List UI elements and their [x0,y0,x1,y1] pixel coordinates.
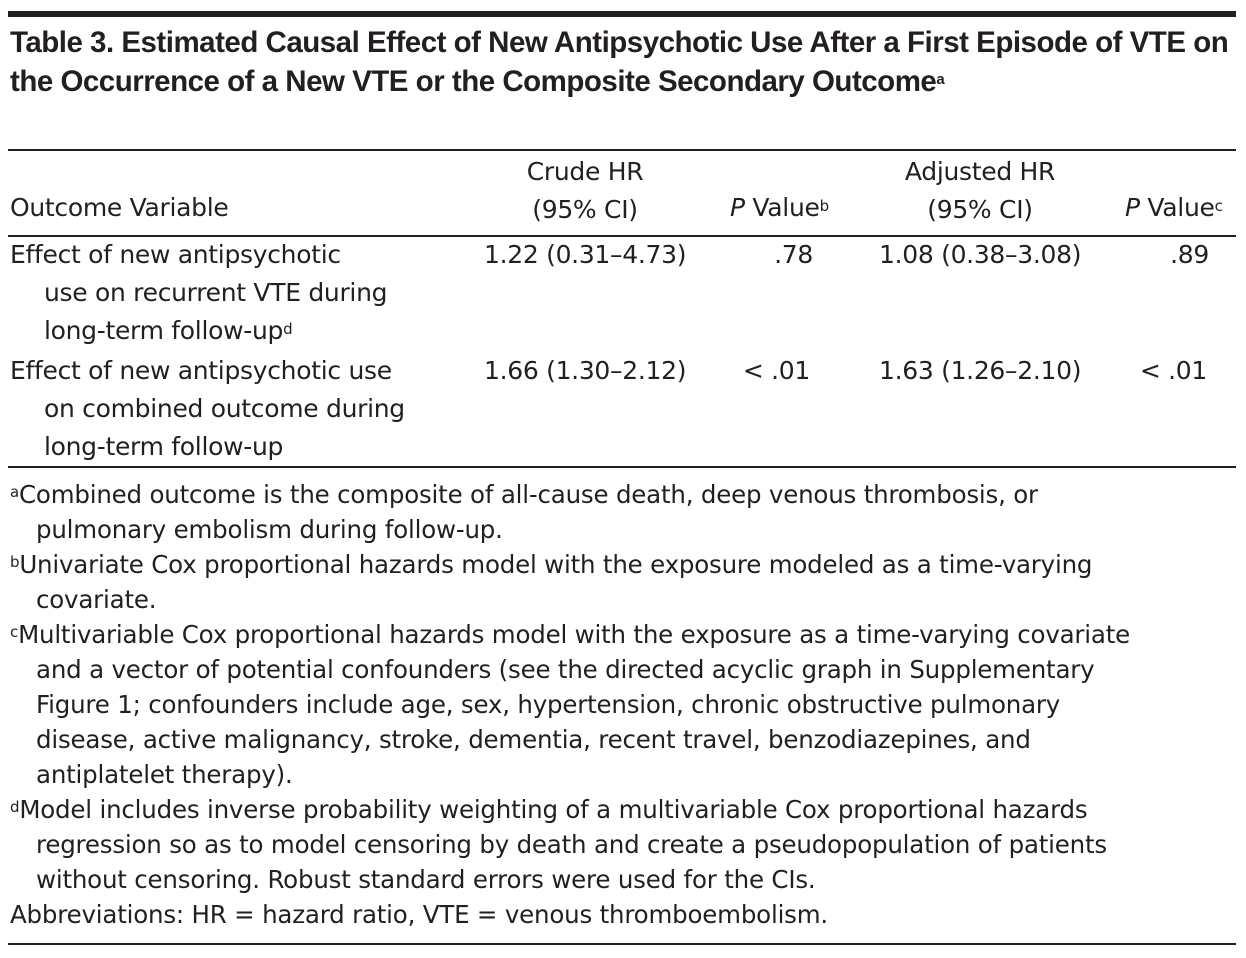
header-p-value-adjusted: P Value$^c$ [1125,193,1223,222]
abbreviations: Abbreviations: HR = hazard ratio, VTE = venous thromboembolism. [10,900,828,929]
header-crude-hr: Crude HR (95% CI) [526,157,644,224]
outcome-cell: Effect of new antipsychotic use on recurrent VTE during long-term follow-$up^d$ [10,240,388,345]
body-rule [8,466,1236,468]
adjusted-hr-cell: 1.08 (0.38–3.08) [879,240,1082,269]
header-adjusted-hr: Adjusted HR (95% CI) [904,157,1056,224]
p-adjusted-cell: .89 [1170,240,1209,269]
p-crude-cell: < .01 [742,356,810,385]
footnotes [10,477,1240,932]
outcome-cell: Effect of new antipsychotic use on combined outcome during long-term follow-up [10,356,405,461]
crude-hr-cell: 1.22 (0.31–4.73) [484,240,687,269]
p-adjusted-cell: < .01 [1139,356,1207,385]
p-crude-cell: .78 [774,240,813,269]
top-thick-rule [8,11,1236,17]
footnote-a: $^a$Combined outcome is the composite of all-cause death, deep venous thrombosis, or pulmonary embolism during follow-up. [10,480,1038,544]
header-outcome-variable: Outcome Variable [10,193,229,222]
bottom-rule [8,943,1236,945]
footnote-c: $^c$Multivariable Cox proportional hazards model with the exposure as a time-varying covariate and a vector of potential confounders (see the directed acyclic graph in Supplementary Figure 1; confounders include age, sex, hypertension, chronic obstructive pulmonary disease, active malignancy, stroke, dementia, recent travel, benzodiazepines, and antiplatelet therapy). [10,620,1131,789]
adjusted-hr-cell: 1.63 (1.26–2.10) [879,356,1082,385]
footnote-b: $^b$Univariate Cox proportional hazards model with the exposure modeled as a time-varying covariate. [10,550,1093,614]
title-rule [8,149,1236,151]
header-p-value-crude: P Value$^b$ [730,193,829,222]
crude-hr-cell: 1.66 (1.30–2.12) [484,356,687,385]
footnote-d: $^d$Model includes inverse probability weighting of a multivariable Cox proportional hazards regression so as to model censoring by death and create a pseudopopulation of patients without censoring. Robust standard errors were used for the CIs. [10,795,1107,894]
table-title: Table 3. Estimated Causal Effect of New Antipsychotic Use After a First Episode of VTE on the Occurrence of a New VTE or the Composite Secondary Outcome$^a$ [10,26,1229,98]
